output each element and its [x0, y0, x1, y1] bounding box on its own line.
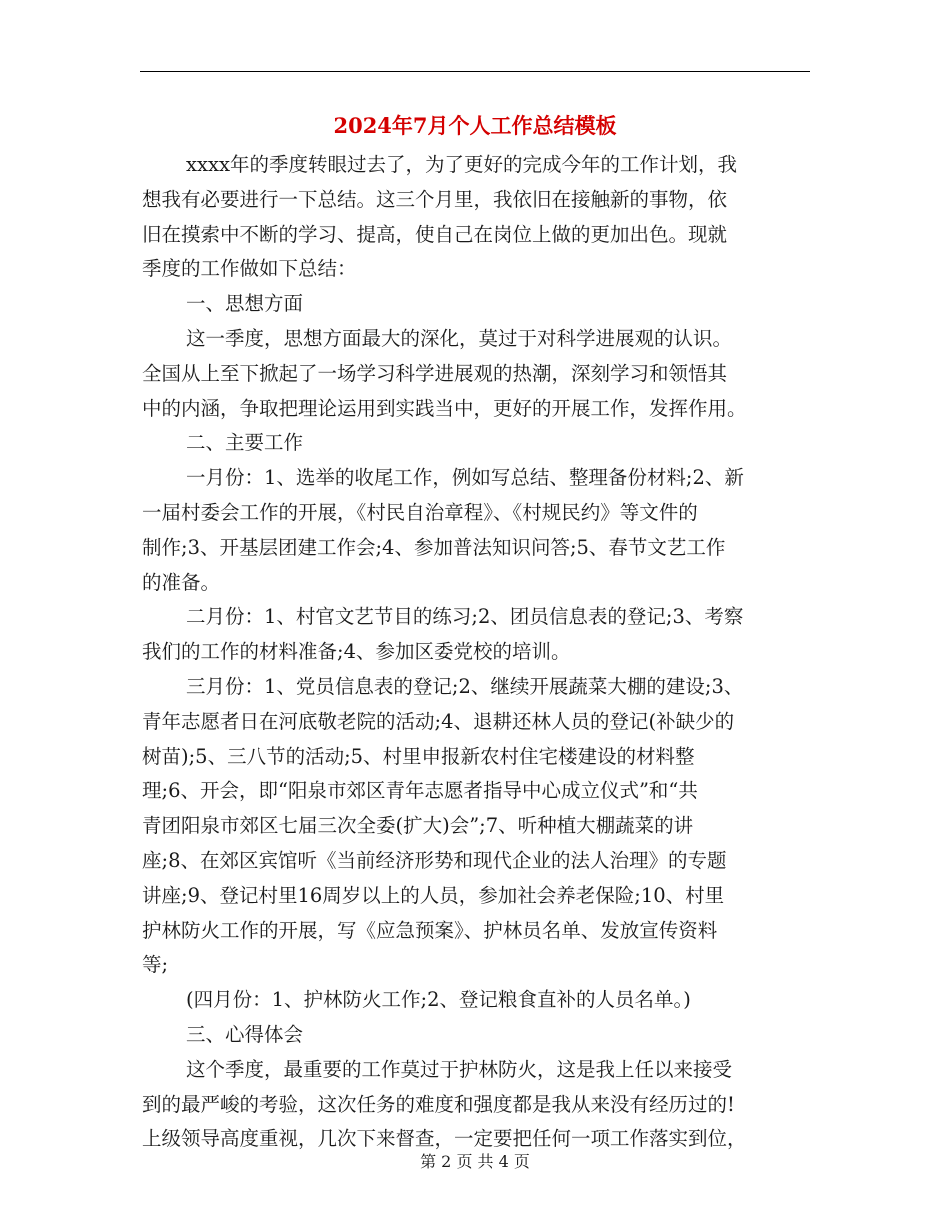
text-line: 全国从上至下掀起了一场学习科学进展观的热潮，深刻学习和领悟其	[142, 361, 728, 385]
text-line: 到的最严峻的考验，这次任务的难度和强度都是我从来没有经历过的!	[142, 1092, 735, 1116]
text-line: 季度的工作做如下总结：	[142, 257, 357, 281]
text-line: 二、主要工作	[186, 431, 304, 455]
text-line: 一、思想方面	[186, 292, 304, 316]
document-title: 2024年7月个人工作总结模板	[333, 113, 617, 138]
text-line: 这一季度，思想方面最大的深化，莫过于对科学进展观的认识。	[186, 326, 733, 350]
text-line: 我们的工作的材料准备;4、参加区委党校的培训。	[142, 640, 571, 664]
text-line: 理;6、开会，即“阳泉市郊区青年志愿者指导中心成立仪式”和“共	[142, 779, 698, 803]
text-line: 二月份：1、村官文艺节目的练习;2、团员信息表的登记;3、考察	[186, 605, 744, 629]
text-line: 讲座;9、登记村里16周岁以上的人员，参加社会养老保险;10、村里	[142, 883, 725, 907]
text-line: 青团阳泉市郊区七届三次全委(扩大)会”;7、听种植大棚蔬菜的讲	[142, 814, 694, 838]
text-line: 三月份：1、党员信息表的登记;2、继续开展蔬菜大棚的建设;3、	[186, 674, 744, 698]
text-line: 中的内涵，争取把理论运用到实践当中，更好的开展工作，发挥作用。	[142, 396, 747, 420]
text-line: 一届村委会工作的开展，《村民自治章程》、《村规民约》等文件的	[142, 500, 698, 524]
document-body	[142, 148, 810, 1157]
text-line: 三、心得体会	[186, 1022, 304, 1046]
text-line: 上级领导高度重视，几次下来督查，一定要把任何一项工作落实到位，	[142, 1127, 747, 1151]
text-line: 青年志愿者日在河底敬老院的活动;4、退耕还林人员的登记(补缺少的	[142, 709, 735, 733]
text-line: 这个季度，最重要的工作莫过于护林防火，这是我上任以来接受	[186, 1057, 733, 1081]
text-line: 旧在摸索中不断的学习、提高，使自己在岗位上做的更加出色。现就	[142, 222, 728, 246]
text-line: 想我有必要进行一下总结。这三个月里，我依旧在接触新的事物，依	[142, 187, 728, 211]
text-line: xxxx年的季度转眼过去了，为了更好的完成今年的工作计划，我	[186, 153, 737, 176]
header-rule	[140, 71, 810, 72]
text-line: 等;	[142, 953, 169, 977]
page-number-footer: 第 2 页 共 4 页	[420, 1152, 530, 1171]
text-line: 的准备。	[142, 570, 221, 594]
text-line: (四月份：1、护林防火工作;2、登记粮食直补的人员名单。)	[186, 988, 691, 1012]
text-line: 制作;3、开基层团建工作会;4、参加普法知识问答;5、春节文艺工作	[142, 535, 726, 559]
text-line: 一月份：1、选举的收尾工作，例如写总结、整理备份材料;2、新	[186, 466, 744, 490]
text-line: 护林防火工作的开展，写《应急预案》、护林员名单、发放宣传资料	[142, 918, 718, 942]
text-line: 座;8、在郊区宾馆听《当前经济形势和现代企业的法人治理》的专题	[142, 848, 727, 872]
text-line: 树苗);5、三八节的活动;5、村里申报新农村住宅楼建设的材料整	[142, 744, 695, 768]
